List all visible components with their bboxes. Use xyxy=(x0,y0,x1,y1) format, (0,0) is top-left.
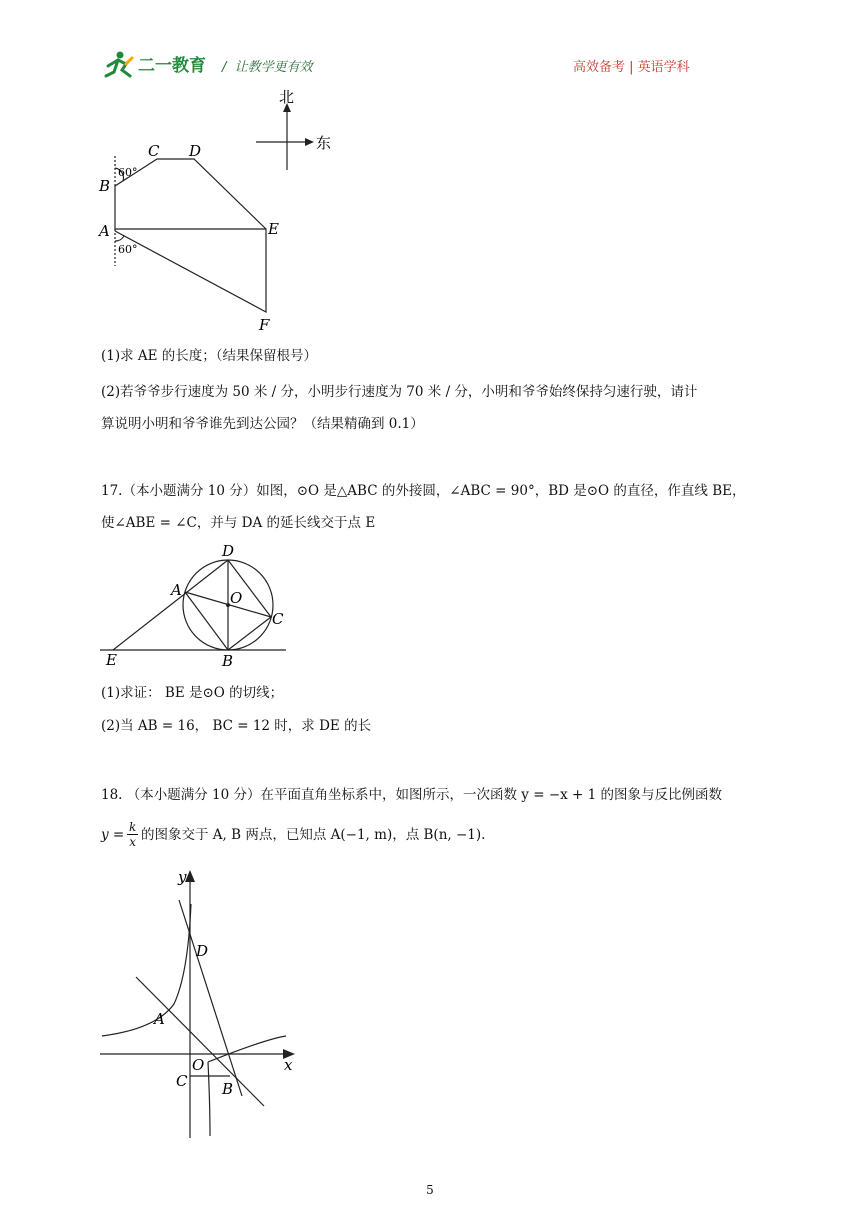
hyperbola-left xyxy=(102,904,191,1036)
east-arrow-icon xyxy=(305,138,314,146)
angle-a-label: 60° xyxy=(118,243,138,256)
north-label: 北 xyxy=(279,88,295,106)
point-e-label: E xyxy=(268,220,279,238)
q18-stem-line1: 18. （本小题满分 10 分）在平面直角坐标系中，如图所示，一次函数 y = −x + 1 的图象与反比例函数 xyxy=(101,787,723,803)
q16-part2: (2)若爷爷步行速度为 50 米 / 分，小明步行速度为 70 米 / 分，小明和爷爷始终保持匀速行驶，请计 xyxy=(101,384,698,400)
point-d-label: D xyxy=(189,142,202,160)
page-number: 5 xyxy=(426,1183,434,1197)
route-figure xyxy=(96,86,356,336)
point-c-label: C xyxy=(148,142,160,160)
circle-figure xyxy=(96,540,296,670)
q18-y-equals: y = xyxy=(101,826,125,843)
runner-icon xyxy=(106,52,132,77)
line-ab xyxy=(136,977,264,1106)
point-c-label: C xyxy=(272,610,284,628)
coordinate-figure xyxy=(96,864,306,1144)
q18-fraction xyxy=(127,820,138,849)
angle-arc-a xyxy=(115,236,124,241)
hyperbola-right-bottom xyxy=(208,1062,210,1136)
east-label: 东 xyxy=(316,134,332,152)
point-o-label: O xyxy=(192,1056,205,1074)
q17-stem-line1: 17.（本小题满分 10 分）如图，⊙O 是△ABC 的外接圆，∠ABC = 90°，BD 是⊙O 的直径，作直线 BE， xyxy=(101,483,746,499)
point-b-label: B xyxy=(99,177,111,195)
hyperbola-right-top xyxy=(208,1036,286,1062)
brand-logo xyxy=(104,50,219,82)
segment-ab xyxy=(185,592,228,650)
q17-part2: (2)当 AB = 16， BC = 12 时，求 DE 的长 xyxy=(101,718,372,734)
brand-name: 二一教育 xyxy=(138,56,206,76)
route-lower xyxy=(115,186,266,312)
point-c-label: C xyxy=(176,1072,188,1090)
fraction-numerator: k xyxy=(128,820,137,834)
point-d-label: D xyxy=(196,942,209,960)
point-d-label: D xyxy=(222,542,235,560)
point-b-label: B xyxy=(222,1080,234,1098)
header-subject: 高效备考 | 英语学科 xyxy=(573,60,690,75)
line-db xyxy=(179,900,242,1096)
q16-part1: (1)求 AE 的长度；（结果保留根号） xyxy=(101,348,318,364)
y-arrow-icon xyxy=(185,870,195,882)
header-slogan: / 让教学更有效 xyxy=(222,60,313,75)
x-label: x xyxy=(284,1056,293,1074)
point-a-label: A xyxy=(171,581,182,599)
point-o-label: O xyxy=(230,589,243,607)
point-b-label: B xyxy=(222,652,234,670)
angle-b-label: 60° xyxy=(118,166,138,179)
q17-part1: (1)求证： BE 是⊙O 的切线； xyxy=(101,685,284,701)
point-a-label: A xyxy=(154,1010,165,1028)
line-ed xyxy=(113,560,228,650)
point-f-label: F xyxy=(259,316,270,334)
fraction-denominator: x xyxy=(129,835,137,849)
q17-stem-line2: 使∠ABE = ∠C，并与 DA 的延长线交于点 E xyxy=(101,515,376,531)
q16-part3: 算说明小明和爷爷谁先到达公园？（结果精确到 0.1） xyxy=(101,416,424,432)
q18-stem-line2 xyxy=(101,820,485,849)
q18-stem-tail: 的图象交于 A, B 两点，已知点 A(−1, m)，点 B(n, −1). xyxy=(141,826,486,843)
point-e-label: E xyxy=(106,651,117,669)
point-a-label: A xyxy=(99,222,110,240)
route-upper xyxy=(115,159,266,229)
y-label: y xyxy=(178,868,187,886)
